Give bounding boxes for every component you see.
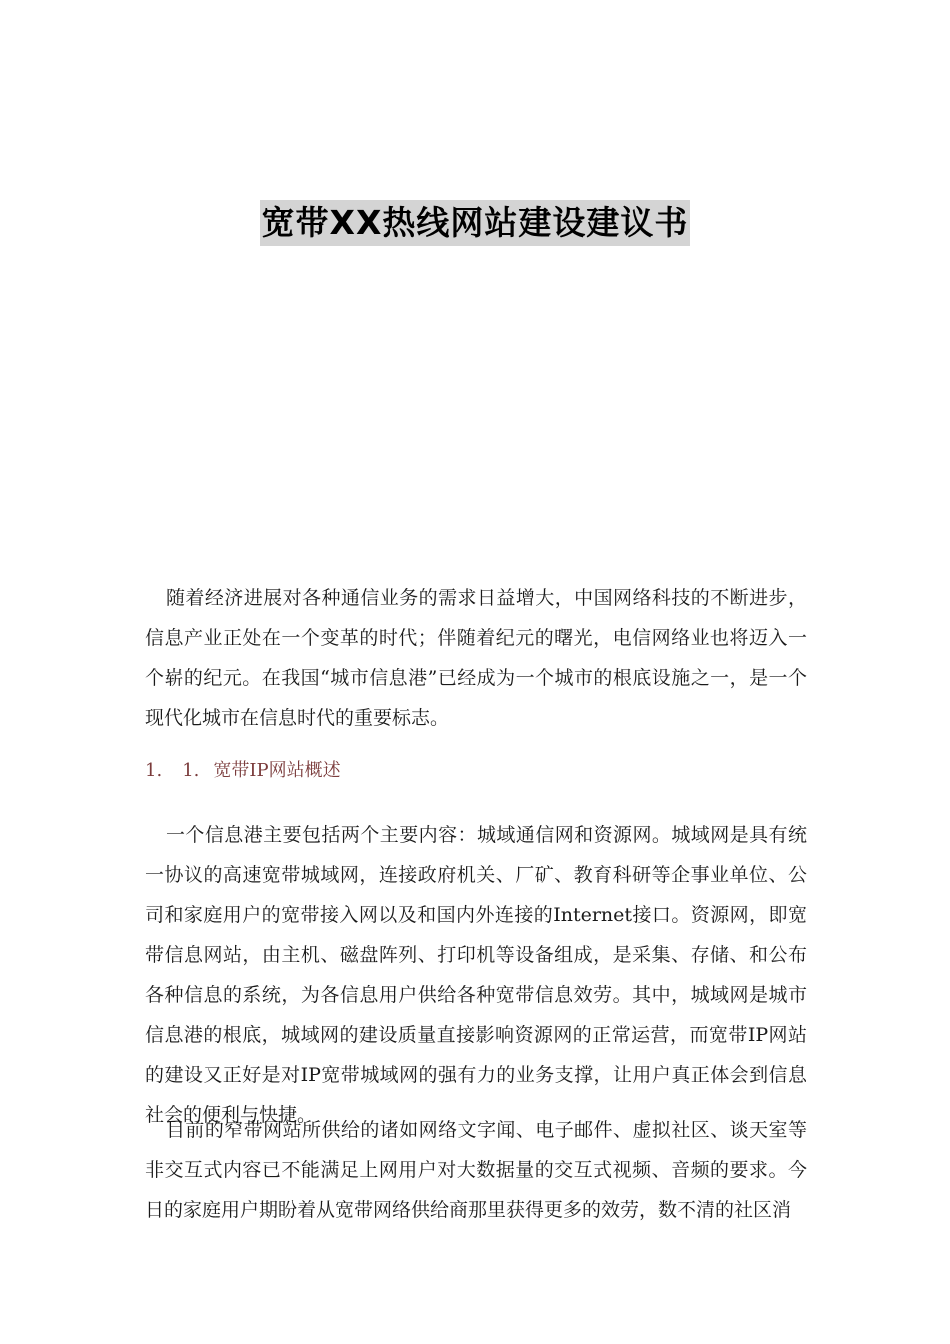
overview-paragraph: 一个信息港主要包括两个主要内容：城域通信网和资源网。城域网是具有统一协议的高速宽带城域网，连接政府机关、厂矿、教育科研等企事业单位、公司和家庭用户的宽带接入网以及和国内外连接的Internet接口。资源网，即宽带信息网站，由主机、磁盘阵列、打印机等设备组成，是采集、存储、和公布各种信息的系统，为各信息用户供给各种宽带信息效劳。其中，城域网是城市信息港的根底，城域网的建设质量直接影响资源网的正常运营，而宽带IP网站的建设又正好是对IP宽带城域网的强有力的业务支撑，让用户真正体会到信息社会的便利与快捷。 — [145, 824, 807, 1126]
document-title: 宽带XX热线网站建设建议书 — [260, 200, 691, 246]
heading-number-1: 1. — [145, 760, 163, 781]
narrowband-paragraph: 目前的窄带网站所供给的诸如网络文字闻、电子邮件、虚拟社区、谈天室等非交互式内容已不能满足上网用户对大数据量的交互式视频、音频的要求。今日的家庭用户期盼着从宽带网络供给商那里获得更多的效劳，数不清的社区消 — [145, 1119, 807, 1221]
heading-text: 宽带IP网站概述 — [213, 760, 341, 781]
section-heading — [145, 754, 341, 788]
intro-paragraph: 随着经济进展对各种通信业务的需求日益增大，中国网络科技的不断进步，信息产业正处在一个变革的时代；伴随着纪元的曙光，电信网络业也将迈入一个崭的纪元。在我国“城市信息港”已经成为一个城市的根底设施之一，是一个现代化城市在信息时代的重要标志。 — [145, 587, 807, 729]
heading-number-2: 1. — [182, 760, 200, 781]
title-container — [0, 200, 950, 246]
